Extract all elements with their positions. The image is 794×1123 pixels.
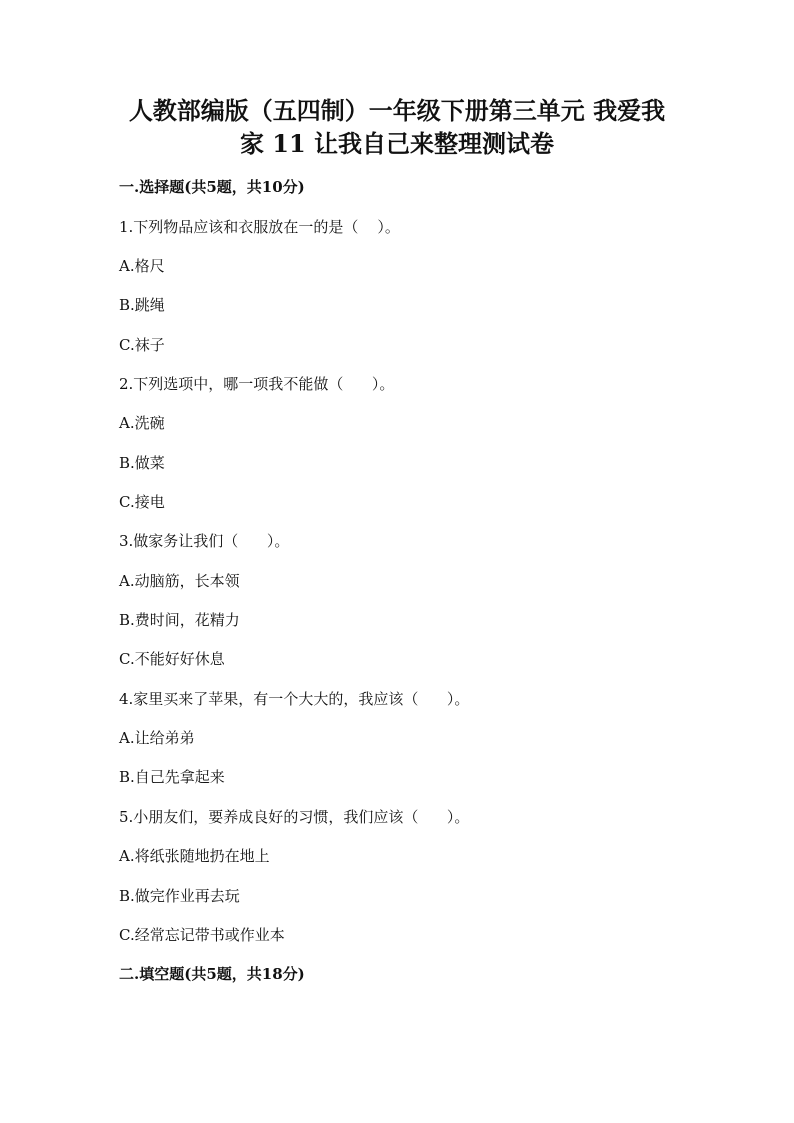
- question-2-option-b: B.做菜: [119, 454, 165, 472]
- question-4-stem: 4.家里买来了苹果，有一个大大的，我应该（ ）。: [119, 690, 470, 708]
- question-5-option-b: B.做完作业再去玩: [119, 887, 240, 905]
- section-heading-choice: 一.选择题(共5题，共10分): [119, 178, 305, 196]
- question-5-option-c: C.经常忘记带书或作业本: [119, 926, 285, 944]
- question-3-option-a: A.动脑筋，长本领: [119, 572, 240, 590]
- page-title-line-1: 人教部编版（五四制）一年级下册第三单元 我爱我: [128, 96, 666, 125]
- question-1-option-c: C.袜子: [119, 336, 165, 354]
- question-5-option-a: A.将纸张随地扔在地上: [119, 847, 270, 865]
- question-2-option-a: A.洗碗: [119, 414, 165, 432]
- question-3-option-c: C.不能好好休息: [119, 650, 225, 668]
- question-1-stem: 1.下列物品应该和衣服放在一的是（ ）。: [119, 218, 400, 236]
- page-title-line-2: 家 11 让我自己来整理测试卷: [239, 129, 555, 158]
- question-4-option-a: A.让给弟弟: [119, 729, 195, 747]
- question-1-option-b: B.跳绳: [119, 296, 165, 314]
- question-4-option-b: B.自己先拿起来: [119, 768, 225, 786]
- question-5-stem: 5.小朋友们，要养成良好的习惯，我们应该（ ）。: [119, 808, 470, 826]
- section-heading-fill: 二.填空题(共5题，共18分): [119, 965, 305, 983]
- question-1-option-a: A.格尺: [119, 257, 165, 275]
- question-3-option-b: B.费时间，花精力: [119, 611, 240, 629]
- question-2-stem: 2.下列选项中，哪一项我不能做（ ）。: [119, 375, 395, 393]
- question-2-option-c: C.接电: [119, 493, 165, 511]
- question-3-stem: 3.做家务让我们（ ）。: [119, 532, 290, 550]
